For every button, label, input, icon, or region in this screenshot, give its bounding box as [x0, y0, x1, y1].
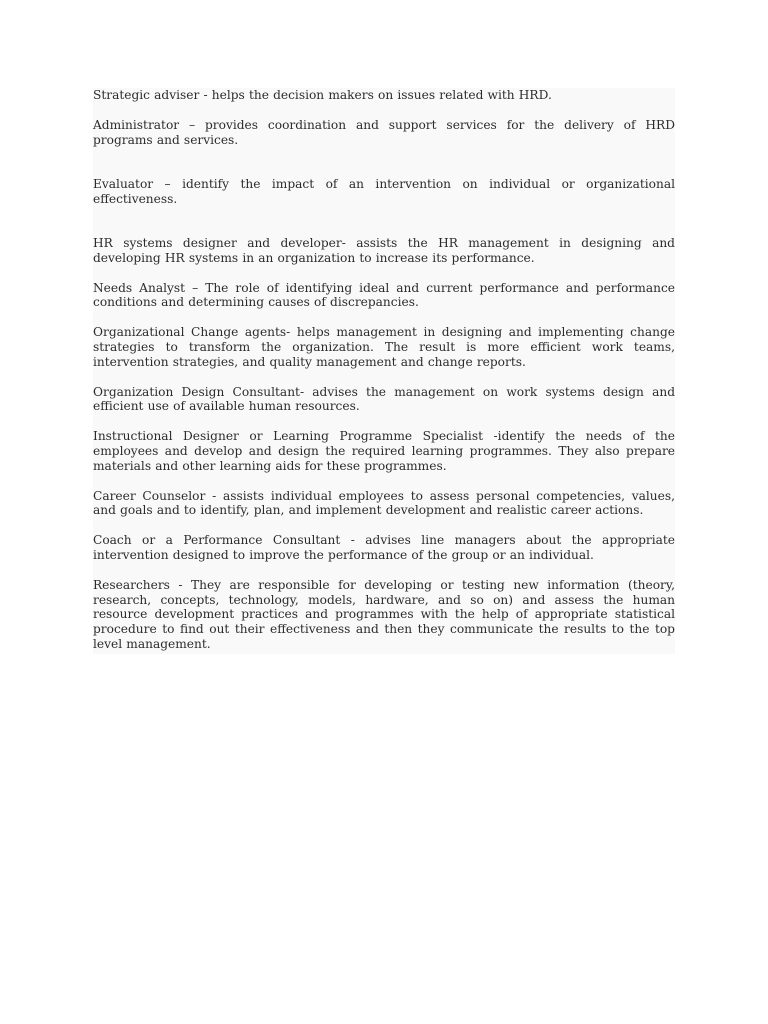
paragraph-gap [93, 310, 675, 325]
paragraph-hr-systems-designer: HR systems designer and developer- assists the HR management in designing and developing HR systems in an organization to increase its performance. [93, 235, 675, 265]
paragraph-researchers: Researchers - They are responsible for developing or testing new information (theory, research, concepts, technology, models, hardware, and so on) and assess the human resource development practices and programmes with the help of appropriate statistical procedure to find out their effectiveness and then they communicate the results to the top level management. [93, 577, 675, 651]
paragraph-gap [93, 147, 675, 177]
paragraph-career-counselor: Career Counselor - assists individual employees to assess personal competencies, values, and goals and to identify, plan, and implement development and realistic career actions. [93, 488, 675, 518]
paragraph-coach: Coach or a Performance Consultant - advises line managers about the appropriate intervention designed to improve the performance of the group or an individual. [93, 533, 675, 562]
paragraph-gap [93, 103, 675, 118]
paragraph-gap [93, 206, 675, 236]
paragraph-gap [93, 563, 675, 578]
paragraph-strategic-adviser: Strategic adviser - helps the decision makers on issues related with HRD. [93, 88, 552, 102]
paragraph-evaluator: Evaluator – identify the impact of an intervention on individual or organizational effectiveness. [93, 176, 675, 206]
paragraph-gap [93, 414, 675, 429]
paragraph-change-agents: Organizational Change agents- helps management in designing and implementing change strategies to transform the organization. The result is more efficient work teams, intervention strategies, and quality management and change reports. [93, 325, 675, 369]
paragraph-instructional-designer: Instructional Designer or Learning Programme Specialist -identify the needs of the employees and develop and design the required learning programmes. They also prepare materials and other learning aids for these programmes. [93, 429, 675, 473]
text-block [93, 88, 675, 654]
paragraph-needs-analyst: Needs Analyst – The role of identifying ideal and current performance and performance conditions and determining causes of discrepancies. [93, 280, 675, 310]
paragraph-design-consultant: Organization Design Consultant- advises the management on work systems design and efficient use of available human resources. [93, 384, 675, 414]
paragraph-administrator: Administrator – provides coordination and support services for the delivery of HRD programs and services. [93, 117, 675, 147]
paragraph-gap [93, 518, 675, 533]
paragraph-gap [93, 370, 675, 385]
paragraph-gap [93, 474, 675, 489]
paragraph-gap [93, 266, 675, 281]
